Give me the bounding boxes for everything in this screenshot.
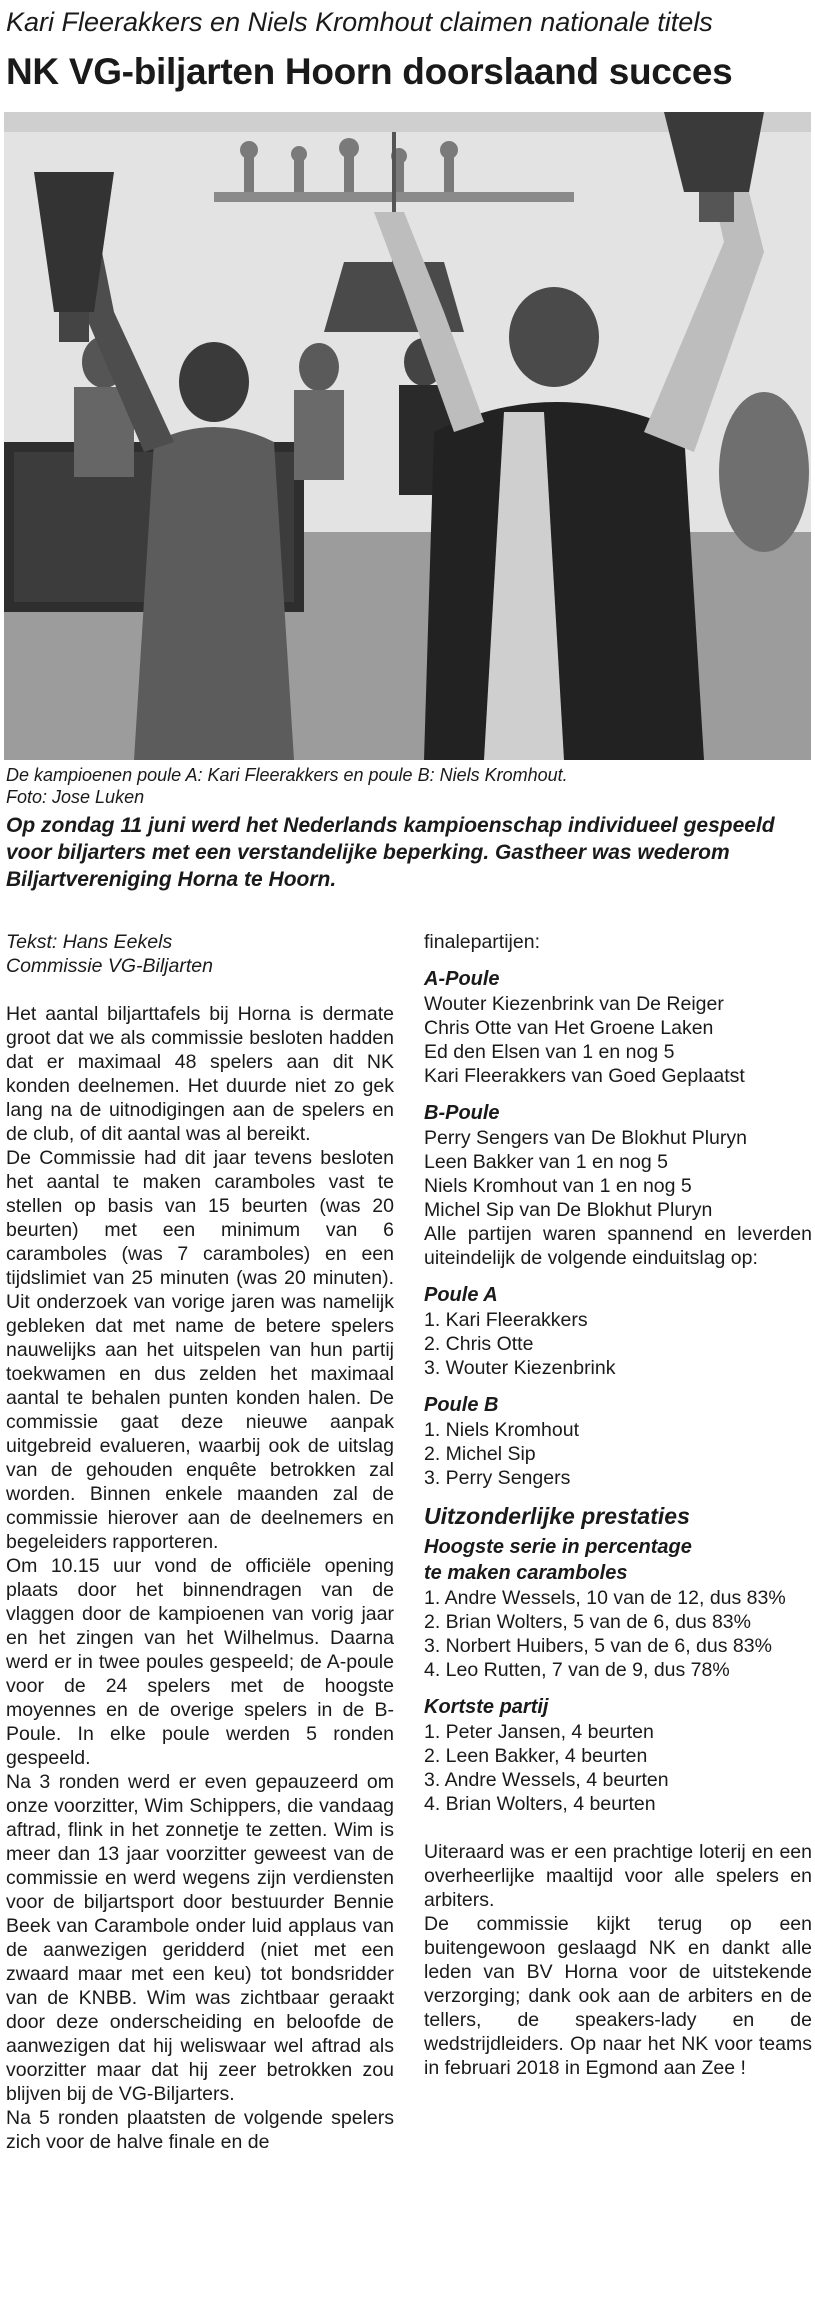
- highest-series-heading-line: Hoogste serie in percentage: [424, 1536, 692, 1558]
- shortest-game-item: 1. Peter Jansen, 4 beurten: [424, 1721, 654, 1743]
- finalist-item: Niels Kromhout van 1 en nog 5: [424, 1175, 692, 1197]
- continued-text: finalepartijen:: [424, 931, 540, 953]
- highest-series-item: 1. Andre Wessels, 10 van de 12, dus 83%: [424, 1587, 786, 1609]
- highest-series-heading: [424, 1534, 812, 1586]
- shortest-game-item: 4. Brian Wolters, 4 beurten: [424, 1793, 656, 1815]
- highest-series-heading-line: te maken caramboles: [424, 1562, 628, 1584]
- body-paragraph: Het aantal biljarttafels bij Horna is dermate groot dat we als commissie besloten hadden dat er maximaal 48 spelers aan dit NK konden deelnemen. Het duurde niet zo gek lang na de uitnodigingen aan de spelers en de club, of dit aantal was al bereikt.: [6, 1003, 394, 1145]
- article-kicker: Kari Fleerakkers en Niels Kromhout claimen nationale titels: [6, 7, 713, 37]
- finalist-item: Wouter Kiezenbrink van De Reiger: [424, 993, 724, 1015]
- shortest-game-heading: Kortste partij: [424, 1696, 549, 1718]
- caption-line: De kampioenen poule A: Kari Fleerakkers en poule B: Niels Kromhout.: [6, 765, 568, 785]
- shortest-game-list: [424, 1720, 812, 1816]
- caption-credit: Foto: Jose Luken: [6, 787, 145, 807]
- poule-b-results: [424, 1418, 812, 1490]
- article-headline: NK VG-biljarten Hoorn doorslaand succes: [6, 51, 733, 92]
- poule-a-results: [424, 1308, 812, 1380]
- exceptional-heading: Uitzonderlijke prestaties: [424, 1503, 690, 1529]
- result-item: 1. Niels Kromhout: [424, 1419, 579, 1441]
- body-text: [6, 1002, 394, 2154]
- b-poule-heading: B-Poule: [424, 1102, 500, 1124]
- closing-text: [424, 1840, 812, 2080]
- finalist-item: Perry Sengers van De Blokhut Pluryn: [424, 1127, 747, 1149]
- article-intro: Op zondag 11 juni werd het Nederlands kampioenschap individueel gespeeld voor biljarters met een verstandelijke beperking. Gastheer was wederom Biljartvereniging Horna te Hoorn.: [6, 814, 775, 891]
- author-line: Tekst: Hans Eekels: [6, 931, 173, 953]
- highest-series-item: 4. Leo Rutten, 7 van de 9, dus 78%: [424, 1659, 730, 1681]
- author-role: Commissie VG-Biljarten: [6, 955, 213, 977]
- finalist-item: Ed den Elsen van 1 en nog 5: [424, 1041, 675, 1063]
- closing-paragraph: De commissie kijkt terug op een buitengewoon geslaagd NK en dankt alle leden van BV Horna voor de uitstekende verzorging; dank ook aan de arbiters en de tellers, de speakers-lady en de wedstrijdleiders. Op naar het NK voor teams in februari 2018 in Egmond aan Zee !: [424, 1913, 812, 2079]
- result-item: 2. Michel Sip: [424, 1443, 536, 1465]
- result-intro: Alle partijen waren spannend en leverden uiteindelijk de volgende einduitslag op:: [424, 1223, 812, 1269]
- right-column: [424, 930, 812, 2080]
- result-item: 3. Wouter Kiezenbrink: [424, 1357, 616, 1379]
- finalist-item: Michel Sip van De Blokhut Pluryn: [424, 1199, 713, 1221]
- result-item: 3. Perry Sengers: [424, 1467, 571, 1489]
- poule-a-result-heading: Poule A: [424, 1284, 498, 1306]
- finalist-item: Chris Otte van Het Groene Laken: [424, 1017, 714, 1039]
- finalist-item: Kari Fleerakkers van Goed Geplaatst: [424, 1065, 745, 1087]
- highest-series-item: 3. Norbert Huibers, 5 van de 6, dus 83%: [424, 1635, 772, 1657]
- shortest-game-item: 2. Leen Bakker, 4 beurten: [424, 1745, 648, 1767]
- photo-illustration: [4, 112, 811, 760]
- body-paragraph: De Commissie had dit jaar tevens besloten het aantal te maken caramboles vast te stellen op basis van 15 beurten (was 20 beurten) met een minimum van 6 caramboles (was 7 caramboles) en een tijdslimiet van 25 minuten (was 20 minuten). Uit onderzoek van vorige jaren was namelijk gebleken dat met name de betere spelers nauwelijks aan het uitspelen van hun partij toekwamen en dus zelden het maximaal aantal te behalen punten konden halen. De commissie gaat deze nieuwe aanpak uitgebreid evalueren, waarbij ook de uitslag van de gehouden enquête betrokken zal worden. Binnen enkele maanden zal de commissie hierover aan de deelnemers en begeleiders rapporteren.: [6, 1147, 394, 1553]
- poule-b-result-heading: Poule B: [424, 1394, 499, 1416]
- shortest-game-item: 3. Andre Wessels, 4 beurten: [424, 1769, 669, 1791]
- body-paragraph: Na 5 ronden plaatsten de volgende spelers zich voor de halve finale en de: [6, 2107, 394, 2153]
- result-item: 2. Chris Otte: [424, 1333, 534, 1355]
- result-item: 1. Kari Fleerakkers: [424, 1309, 588, 1331]
- closing-paragraph: Uiteraard was er een prachtige loterij en een overheerlijke maaltijd voor alle spelers en arbiters.: [424, 1841, 812, 1911]
- photo-caption: [6, 764, 806, 808]
- body-paragraph: Na 3 ronden werd er even gepauzeerd om onze voorzitter, Wim Schippers, die vandaag aftrad, flink in het zonnetje te zetten. Wim is meer dan 13 jaar voorzitter geweest van de commissie en werd wegens zijn verdiensten voor de biljartsport door bestuurder Bennie Beek van Carambole onder luid applaus van de aanwezigen geridderd (niet met een zwaard maar met een keu) tot bondsridder van de KNBB. Wim was zichtbaar geraakt door deze onderscheiding en beloofde de aanwezigen dat hij weliswaar wel aftrad als voorzitter maar dat hij zeer betrokken zou blijven bij de VG-Biljarters.: [6, 1771, 394, 2105]
- a-poule-heading: A-Poule: [424, 968, 500, 990]
- champions-photo: [4, 112, 811, 760]
- author-credit: [6, 930, 394, 978]
- spacer: [424, 1816, 812, 1840]
- highest-series-list: [424, 1586, 812, 1682]
- body-paragraph: Om 10.15 uur vond de officiële opening plaats door het binnendragen van de vlaggen door de kampioenen van vorig jaar en het zingen van het Wilhelmus. Daarna werd er in twee poules gespeeld; de A-poule voor de 24 spelers met de hoogste moyennes en de overige spelers in de B-Poule. In elke poule werden 5 ronden gespeeld.: [6, 1555, 394, 1769]
- finalist-item: Leen Bakker van 1 en nog 5: [424, 1151, 668, 1173]
- left-column: [6, 930, 394, 2154]
- highest-series-item: 2. Brian Wolters, 5 van de 6, dus 83%: [424, 1611, 751, 1633]
